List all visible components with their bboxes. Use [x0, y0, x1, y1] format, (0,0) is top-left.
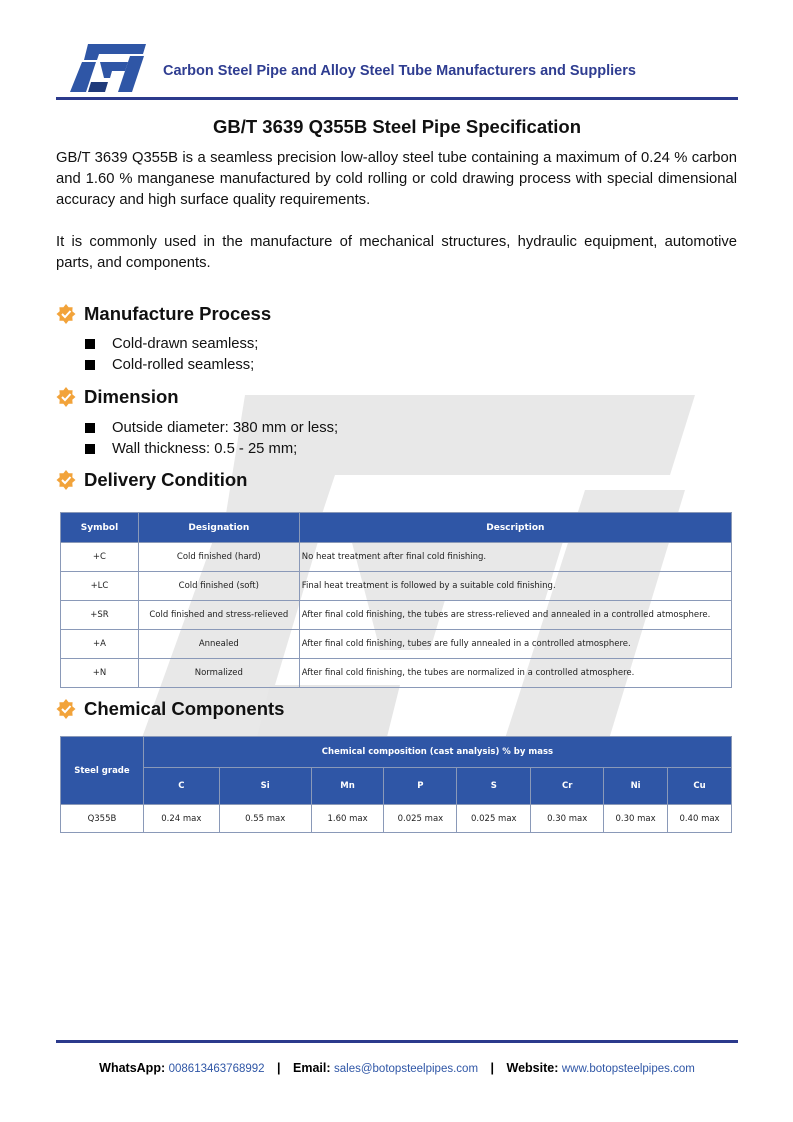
table-row: [61, 659, 732, 688]
cell-description: After final cold finishing, the tubes are normalized in a controlled atmosphere.: [299, 659, 731, 688]
cell-designation: Normalized: [138, 659, 299, 688]
cell-value: 0.025 max: [384, 805, 457, 833]
website-link[interactable]: www.botopsteelpipes.com: [561, 1063, 695, 1075]
orange-check-badge-icon: [56, 304, 76, 324]
column-header: Ni: [604, 768, 668, 805]
chemical-composition-table: [60, 736, 732, 833]
email-link[interactable]: sales@botopsteelpipes.com: [334, 1063, 479, 1075]
section-title: Manufacture Process: [84, 303, 272, 324]
page-header: [56, 38, 738, 100]
column-header-steel-grade: Steel grade: [61, 737, 144, 805]
bullet-square: [85, 339, 95, 349]
cell-designation: Cold finished (soft): [138, 572, 299, 601]
cell-value: 1.60 max: [311, 805, 384, 833]
whatsapp-label: WhatsApp:: [99, 1061, 166, 1075]
section-title: Delivery Condition: [84, 469, 248, 490]
whatsapp-number: 008613463768992: [168, 1063, 265, 1075]
bullet-square: [85, 360, 95, 370]
column-header: Cr: [531, 768, 604, 805]
column-header: Designation: [138, 513, 299, 543]
cell-symbol: +SR: [61, 601, 139, 630]
cell-value: 0.55 max: [219, 805, 311, 833]
cell-value: 0.30 max: [531, 805, 604, 833]
section-title: Dimension: [84, 386, 179, 407]
cell-description: Final heat treatment is followed by a suitable cold finishing.: [299, 572, 731, 601]
cell-value: 0.025 max: [457, 805, 531, 833]
footer-divider: [56, 1040, 738, 1043]
list-item: Outside diameter: 380 mm or less;: [84, 418, 338, 439]
table-row: [61, 601, 732, 630]
orange-check-badge-icon: [56, 470, 76, 490]
table-header-row: [61, 513, 732, 543]
cell-value: 0.24 max: [143, 805, 219, 833]
cell-description: No heat treatment after final cold finishing.: [299, 543, 731, 572]
delivery-condition-table: [60, 512, 732, 688]
cell-symbol: +A: [61, 630, 139, 659]
website-label: Website:: [506, 1061, 559, 1075]
column-header: Mn: [311, 768, 384, 805]
list-item: Wall thickness: 0.5 - 25 mm;: [84, 439, 338, 460]
manufacture-list: [84, 334, 258, 376]
cell-description: After final cold finishing, the tubes are stress-relieved and annealed in a controlled atmosphere.: [299, 601, 731, 630]
column-header: S: [457, 768, 531, 805]
cell-designation: Annealed: [138, 630, 299, 659]
column-header: Description: [299, 513, 731, 543]
column-group-header: Chemical composition (cast analysis) % by mass: [143, 737, 731, 768]
page-title: GB/T 3639 Q355B Steel Pipe Specification: [212, 116, 582, 137]
table-row: [61, 630, 732, 659]
cell-symbol: +N: [61, 659, 139, 688]
cell-designation: Cold finished and stress-relieved: [138, 601, 299, 630]
column-header: P: [384, 768, 457, 805]
cell-value: 0.30 max: [604, 805, 668, 833]
intro-paragraph-1: GB/T 3639 Q355B is a seamless precision low-alloy steel tube containing a maximum of 0.24 % carbon and 1.60 % manganese manufactured by cold rolling or cold drawing process with special dimensional accuracy and high surface quality requirements.: [56, 150, 737, 208]
table-row: [61, 572, 732, 601]
bullet-square: [85, 444, 95, 454]
section-title: Chemical Components: [84, 698, 285, 719]
list-item: Cold-drawn seamless;: [84, 334, 258, 355]
column-header: Si: [219, 768, 311, 805]
cell-description: After final cold finishing, tubes are fully annealed in a controlled atmosphere.: [299, 630, 731, 659]
intro-paragraph-2: It is commonly used in the manufacture of mechanical structures, hydraulic equipment, automotive parts, and components.: [56, 234, 737, 271]
column-header: Symbol: [61, 513, 139, 543]
company-logo: [66, 42, 146, 92]
orange-check-badge-icon: [56, 699, 76, 719]
cell-value: 0.40 max: [668, 805, 732, 833]
footer-separator: |: [277, 1061, 281, 1075]
table-row: [61, 543, 732, 572]
table-row: [61, 805, 732, 833]
dimension-list: [84, 418, 338, 460]
email-label: Email:: [293, 1061, 331, 1075]
cell-symbol: +C: [61, 543, 139, 572]
table-header-row: [61, 737, 732, 768]
bullet-square: [85, 423, 95, 433]
footer-separator: |: [490, 1061, 495, 1075]
cell-symbol: +LC: [61, 572, 139, 601]
page-footer: [56, 1061, 738, 1075]
cell-grade: Q355B: [61, 805, 144, 833]
header-tagline: Carbon Steel Pipe and Alloy Steel Tube Manufacturers and Suppliers: [163, 63, 636, 79]
column-header: Cu: [668, 768, 732, 805]
table-header-row: [61, 768, 732, 805]
orange-check-badge-icon: [56, 387, 76, 407]
column-header: C: [143, 768, 219, 805]
header-divider: [56, 97, 738, 100]
cell-designation: Cold finished (hard): [138, 543, 299, 572]
list-item: Cold-rolled seamless;: [84, 355, 258, 376]
